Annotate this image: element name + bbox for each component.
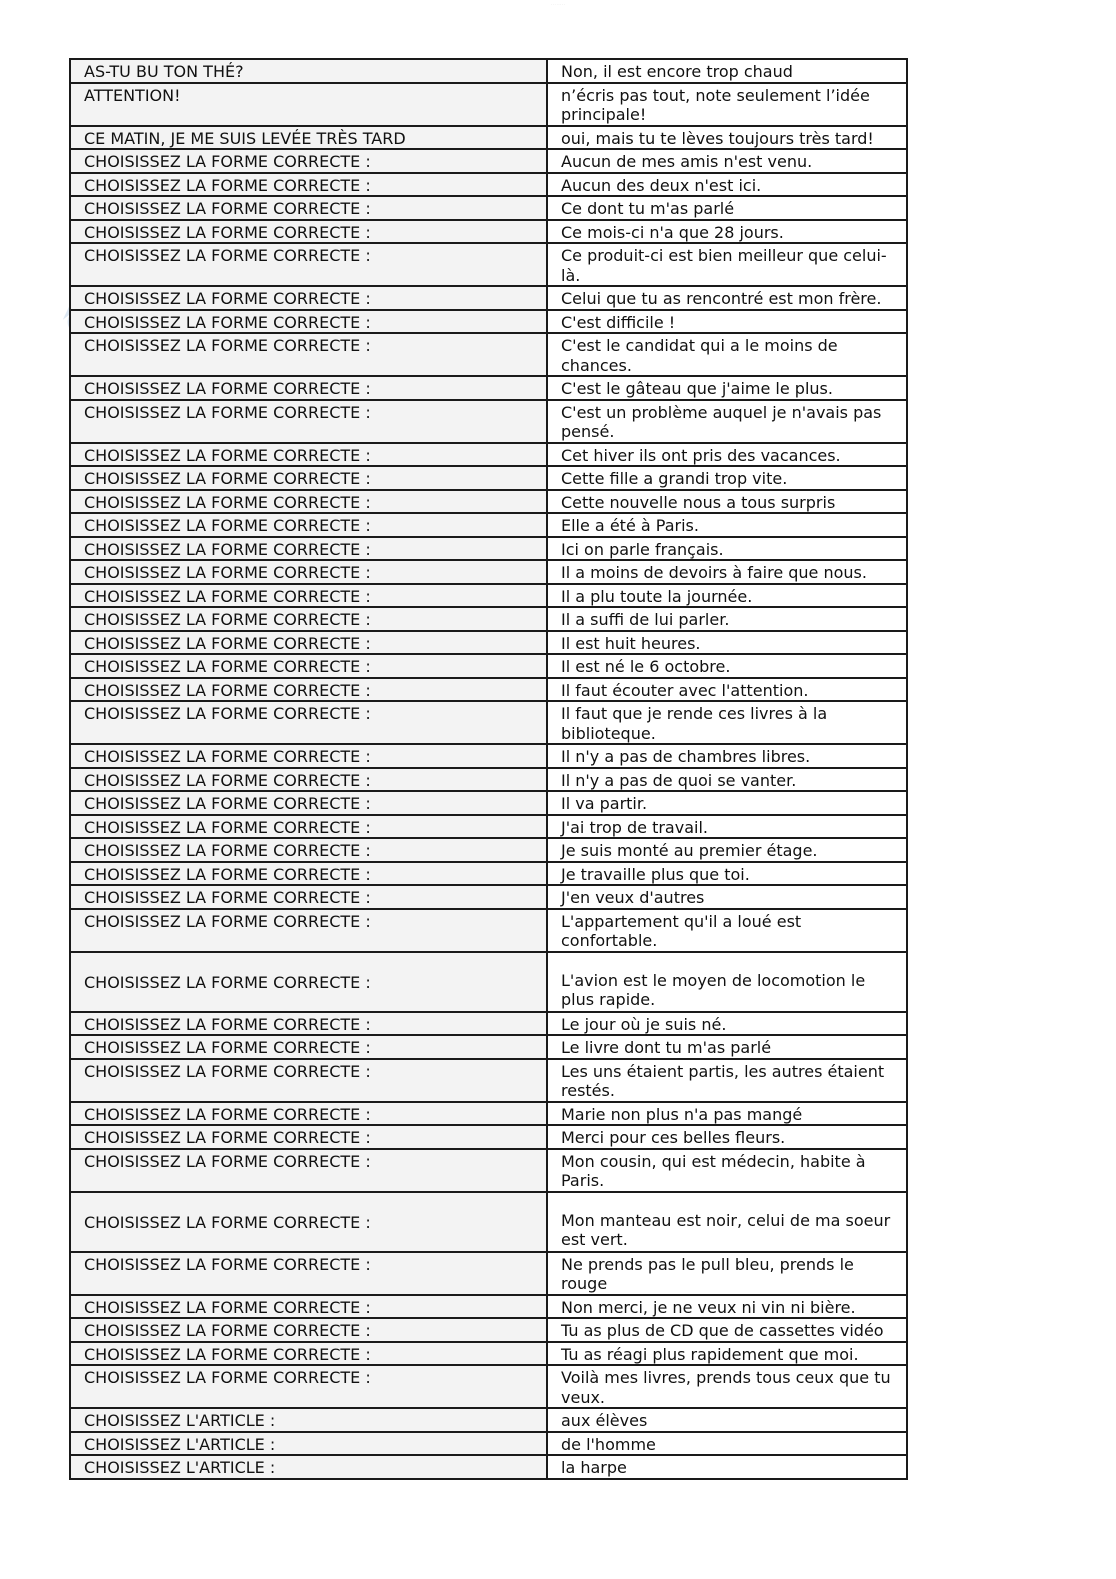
answer-cell: Ce dont tu m'as parlé (547, 196, 907, 220)
answer-cell: Voilà mes livres, prends tous ceux que tu veux. (547, 1365, 907, 1408)
table-row (70, 196, 907, 220)
answer-cell: Ce produit-ci est bien meilleur que celui-là. (547, 243, 907, 286)
table-row (70, 678, 907, 702)
question-cell: CHOISISSEZ LA FORME CORRECTE : (70, 173, 547, 197)
answer-cell: Je suis monté au premier étage. (547, 838, 907, 862)
answer-cell: Cette fille a grandi trop vite. (547, 466, 907, 490)
table-row (70, 1252, 907, 1295)
question-cell: CHOISISSEZ LA FORME CORRECTE : (70, 513, 547, 537)
answer-cell: Ce mois-ci n'a que 28 jours. (547, 220, 907, 244)
question-cell: CHOISISSEZ LA FORME CORRECTE : (70, 952, 547, 1012)
answer-cell: C'est un problème auquel je n'avais pas pensé. (547, 400, 907, 443)
question-cell: CHOISISSEZ LA FORME CORRECTE : (70, 310, 547, 334)
question-cell: CHOISISSEZ LA FORME CORRECTE : (70, 1102, 547, 1126)
table-row (70, 1059, 907, 1102)
table-row (70, 909, 907, 952)
answer-cell: Il n'y a pas de chambres libres. (547, 744, 907, 768)
question-cell: CHOISISSEZ LA FORME CORRECTE : (70, 1149, 547, 1192)
table-row (70, 1455, 907, 1479)
table-row (70, 1295, 907, 1319)
answer-cell: L'avion est le moyen de locomotion le plus rapide. (547, 952, 907, 1012)
table-row (70, 1149, 907, 1192)
question-cell: CHOISISSEZ LA FORME CORRECTE : (70, 490, 547, 514)
table-row (70, 59, 907, 83)
table-row (70, 1408, 907, 1432)
table-row (70, 744, 907, 768)
answer-cell: Ne prends pas le pull bleu, prends le rouge (547, 1252, 907, 1295)
question-cell: CHOISISSEZ LA FORME CORRECTE : (70, 149, 547, 173)
answer-cell: Il est huit heures. (547, 631, 907, 655)
question-cell: CHOISISSEZ LA FORME CORRECTE : (70, 791, 547, 815)
answer-cell: J'ai trop de travail. (547, 815, 907, 839)
table-row (70, 607, 907, 631)
question-cell: CHOISISSEZ LA FORME CORRECTE : (70, 466, 547, 490)
answer-cell: Celui que tu as rencontré est mon frère. (547, 286, 907, 310)
table-row (70, 1192, 907, 1252)
table-row (70, 220, 907, 244)
table-row (70, 768, 907, 792)
question-cell: CHOISISSEZ LA FORME CORRECTE : (70, 701, 547, 744)
table-row (70, 631, 907, 655)
answer-cell: Aucun des deux n'est ici. (547, 173, 907, 197)
question-cell: CHOISISSEZ LA FORME CORRECTE : (70, 1192, 547, 1252)
table-row (70, 1125, 907, 1149)
question-cell: CHOISISSEZ LA FORME CORRECTE : (70, 631, 547, 655)
question-cell: CHOISISSEZ LA FORME CORRECTE : (70, 678, 547, 702)
table-row (70, 862, 907, 886)
answer-cell: Le jour où je suis né. (547, 1012, 907, 1036)
answer-cell: Il a moins de devoirs à faire que nous. (547, 560, 907, 584)
question-cell: CHOISISSEZ LA FORME CORRECTE : (70, 220, 547, 244)
question-cell: CHOISISSEZ LA FORME CORRECTE : (70, 1012, 547, 1036)
table-row (70, 310, 907, 334)
answer-cell: Cet hiver ils ont pris des vacances. (547, 443, 907, 467)
table-row (70, 1318, 907, 1342)
answer-cell: C'est le gâteau que j'aime le plus. (547, 376, 907, 400)
answer-cell: oui, mais tu te lèves toujours très tard! (547, 126, 907, 150)
table-row (70, 1432, 907, 1456)
answer-cell: C'est le candidat qui a le moins de chances. (547, 333, 907, 376)
table-row (70, 584, 907, 608)
question-cell: CHOISISSEZ LA FORME CORRECTE : (70, 1342, 547, 1366)
question-cell: CHOISISSEZ LA FORME CORRECTE : (70, 584, 547, 608)
answer-cell: Le livre dont tu m'as parlé (547, 1035, 907, 1059)
question-cell: CE MATIN, JE ME SUIS LEVÉE TRÈS TARD (70, 126, 547, 150)
table-row (70, 333, 907, 376)
answer-cell: Tu as réagi plus rapidement que moi. (547, 1342, 907, 1366)
table-row (70, 466, 907, 490)
table-row (70, 149, 907, 173)
answer-cell: Il a plu toute la journée. (547, 584, 907, 608)
question-cell: CHOISISSEZ LA FORME CORRECTE : (70, 400, 547, 443)
table-row (70, 243, 907, 286)
question-cell: CHOISISSEZ LA FORME CORRECTE : (70, 196, 547, 220)
table-row (70, 376, 907, 400)
answer-cell: C'est difficile ! (547, 310, 907, 334)
table-row (70, 1035, 907, 1059)
question-cell: CHOISISSEZ LA FORME CORRECTE : (70, 1252, 547, 1295)
answer-cell: Non, il est encore trop chaud (547, 59, 907, 83)
answer-cell: Aucun de mes amis n'est venu. (547, 149, 907, 173)
table-row (70, 1102, 907, 1126)
table-row (70, 1342, 907, 1366)
answer-cell: Il est né le 6 octobre. (547, 654, 907, 678)
table-row (70, 654, 907, 678)
table-row (70, 400, 907, 443)
question-cell: CHOISISSEZ L'ARTICLE : (70, 1408, 547, 1432)
answer-cell: Marie non plus n'a pas mangé (547, 1102, 907, 1126)
question-cell: CHOISISSEZ LA FORME CORRECTE : (70, 1318, 547, 1342)
question-cell: CHOISISSEZ LA FORME CORRECTE : (70, 537, 547, 561)
table-row (70, 490, 907, 514)
answer-cell: Les uns étaient partis, les autres étaient restés. (547, 1059, 907, 1102)
table-row (70, 443, 907, 467)
question-cell: CHOISISSEZ LA FORME CORRECTE : (70, 443, 547, 467)
question-cell: CHOISISSEZ LA FORME CORRECTE : (70, 560, 547, 584)
answer-cell: L'appartement qu'il a loué est confortable. (547, 909, 907, 952)
answer-cell: Merci pour ces belles fleurs. (547, 1125, 907, 1149)
question-cell: AS-TU BU TON THÉ? (70, 59, 547, 83)
question-cell: CHOISISSEZ LA FORME CORRECTE : (70, 1035, 547, 1059)
question-cell: ATTENTION! (70, 83, 547, 126)
question-cell: CHOISISSEZ LA FORME CORRECTE : (70, 885, 547, 909)
question-cell: CHOISISSEZ LA FORME CORRECTE : (70, 768, 547, 792)
table-row (70, 126, 907, 150)
table-row (70, 701, 907, 744)
answer-cell: Tu as plus de CD que de cassettes vidéo (547, 1318, 907, 1342)
answer-cell: Je travaille plus que toi. (547, 862, 907, 886)
answer-cell: Il faut écouter avec l'attention. (547, 678, 907, 702)
table-row (70, 513, 907, 537)
answer-cell: Il n'y a pas de quoi se vanter. (547, 768, 907, 792)
table-row (70, 952, 907, 1012)
qa-table (69, 58, 908, 1480)
table-row (70, 560, 907, 584)
question-cell: CHOISISSEZ LA FORME CORRECTE : (70, 862, 547, 886)
answer-cell: Cette nouvelle nous a tous surpris (547, 490, 907, 514)
answer-cell: aux élèves (547, 1408, 907, 1432)
question-cell: CHOISISSEZ LA FORME CORRECTE : (70, 607, 547, 631)
question-cell: CHOISISSEZ LA FORME CORRECTE : (70, 333, 547, 376)
question-cell: CHOISISSEZ LA FORME CORRECTE : (70, 286, 547, 310)
question-cell: CHOISISSEZ L'ARTICLE : (70, 1432, 547, 1456)
table-row (70, 537, 907, 561)
question-cell: CHOISISSEZ LA FORME CORRECTE : (70, 815, 547, 839)
question-cell: CHOISISSEZ LA FORME CORRECTE : (70, 243, 547, 286)
question-cell: CHOISISSEZ LA FORME CORRECTE : (70, 1059, 547, 1102)
table-row (70, 815, 907, 839)
question-cell: CHOISISSEZ LA FORME CORRECTE : (70, 1295, 547, 1319)
question-cell: CHOISISSEZ LA FORME CORRECTE : (70, 744, 547, 768)
answer-cell: Ici on parle français. (547, 537, 907, 561)
table-row (70, 1012, 907, 1036)
answer-cell: Mon manteau est noir, celui de ma soeur est vert. (547, 1192, 907, 1252)
answer-cell: de l'homme (547, 1432, 907, 1456)
table-row (70, 83, 907, 126)
answer-cell: Mon cousin, qui est médecin, habite à Paris. (547, 1149, 907, 1192)
answer-cell: J'en veux d'autres (547, 885, 907, 909)
answer-cell: Elle a été à Paris. (547, 513, 907, 537)
question-cell: CHOISISSEZ LA FORME CORRECTE : (70, 1125, 547, 1149)
answer-cell: Il va partir. (547, 791, 907, 815)
table-row (70, 885, 907, 909)
table-row (70, 173, 907, 197)
question-cell: CHOISISSEZ LA FORME CORRECTE : (70, 838, 547, 862)
question-cell: CHOISISSEZ L'ARTICLE : (70, 1455, 547, 1479)
question-cell: CHOISISSEZ LA FORME CORRECTE : (70, 909, 547, 952)
table-row (70, 1365, 907, 1408)
answer-cell: n’écris pas tout, note seulement l’idée principale! (547, 83, 907, 126)
question-cell: CHOISISSEZ LA FORME CORRECTE : (70, 654, 547, 678)
answer-cell: Il a suffi de lui parler. (547, 607, 907, 631)
table-row (70, 286, 907, 310)
question-cell: CHOISISSEZ LA FORME CORRECTE : (70, 1365, 547, 1408)
question-cell: CHOISISSEZ LA FORME CORRECTE : (70, 376, 547, 400)
page-header: · · · · · · · · (550, 2, 566, 6)
answer-cell: la harpe (547, 1455, 907, 1479)
answer-cell: Non merci, je ne veux ni vin ni bière. (547, 1295, 907, 1319)
answer-cell: Il faut que je rende ces livres à la biblioteque. (547, 701, 907, 744)
table-row (70, 791, 907, 815)
table-row (70, 838, 907, 862)
